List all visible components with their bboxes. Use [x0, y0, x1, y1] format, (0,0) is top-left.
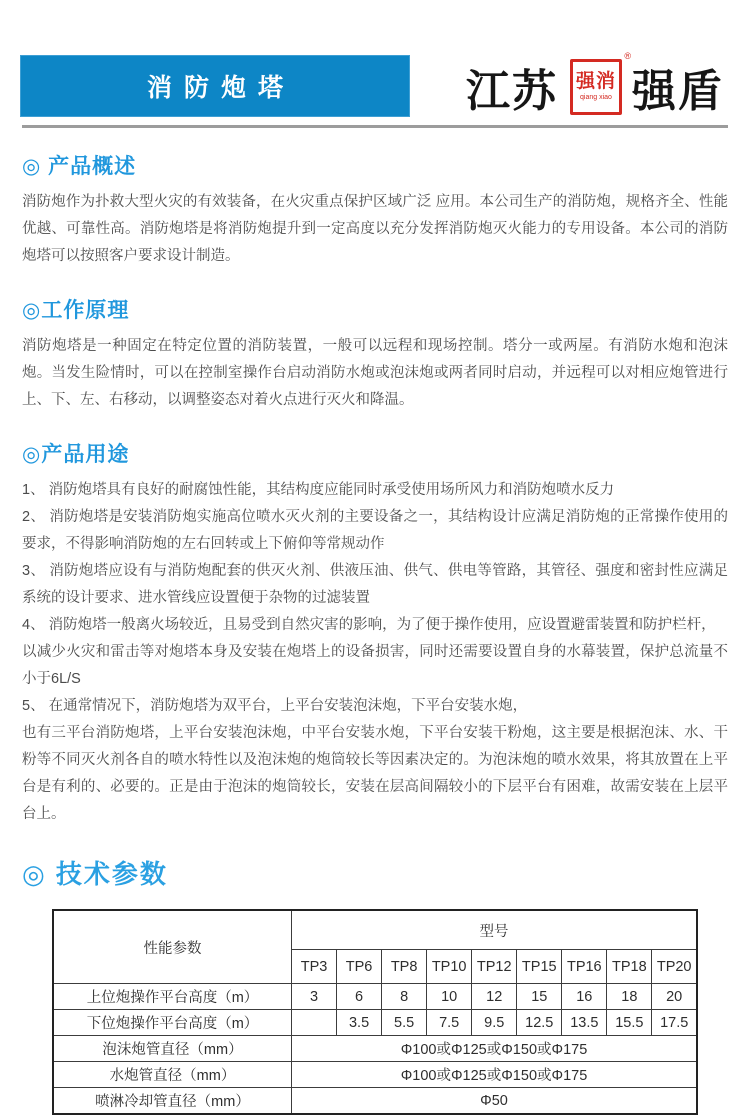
section-overview-body [22, 189, 728, 270]
value-cell: 12 [472, 984, 517, 1010]
row-label-cell: 下位炮操作平台高度（m） [53, 1010, 292, 1036]
header-divider [22, 125, 728, 128]
page-header [0, 0, 750, 150]
value-cell [292, 1010, 337, 1036]
value-cell: 5.5 [382, 1010, 427, 1036]
logo-right-text: 强盾 [632, 67, 724, 116]
value-cell: 20 [652, 984, 697, 1010]
banner-title: 消防炮塔 [146, 74, 295, 102]
span-value-cell: Φ100或Φ125或Φ150或Φ175 [292, 1036, 698, 1062]
value-cell: 8 [382, 984, 427, 1010]
model-header-cell: TP12 [472, 950, 517, 984]
section-title-tech-params: ◎ 技术参数 [22, 859, 168, 889]
param-header-cell: 性能参数 [53, 910, 292, 984]
value-cell: 9.5 [472, 1010, 517, 1036]
body-paragraph: 3、 消防炮塔应设有与消防炮配套的供灭火剂、供液压油、供气、供电等管路，其管径、强度和密封性应满足系统的设计要求、进水管线应设置便于杂物的过滤装置 [22, 563, 728, 606]
table-row [53, 1010, 697, 1036]
value-cell: 16 [562, 984, 607, 1010]
table-row [53, 1062, 697, 1088]
value-cell: 18 [607, 984, 652, 1010]
logo-left-text: 江苏 [466, 67, 558, 116]
model-group-header-cell: 型号 [292, 910, 698, 950]
value-cell: 17.5 [652, 1010, 697, 1036]
table-header-row-1 [53, 910, 697, 950]
value-cell: 15 [517, 984, 562, 1010]
value-cell: 6 [337, 984, 382, 1010]
body-paragraph: 消防炮作为扑救大型火灾的有效装备，在火灾重点保护区域广泛 应用。本公司生产的消防炮，规格齐全、性能优越、可靠性高。消防炮塔是将消防炮提升到一定高度以充分发挥消防炮灭火能力的专用设备。本公司的消防炮塔可以按照客户要求设计制造。 [22, 194, 728, 264]
page-content [0, 150, 750, 1115]
row-label-cell: 喷淋冷却管直径（mm） [53, 1088, 292, 1115]
product-title-banner [20, 55, 410, 117]
section-title-overview: ◎ 产品概述 [22, 155, 137, 178]
model-header-cell: TP15 [517, 950, 562, 984]
tech-params-table [52, 909, 698, 1115]
row-label-cell: 泡沫炮管直径（mm） [53, 1036, 292, 1062]
value-cell: 10 [427, 984, 472, 1010]
table-row [53, 984, 697, 1010]
body-paragraph: 4、 消防炮塔一般离火场较近，且易受到自然灾害的影响，为了便于操作使用，应设置避雷装置和防护栏杆， [22, 617, 716, 633]
company-logo [452, 52, 738, 122]
value-cell: 12.5 [517, 1010, 562, 1036]
model-header-cell: TP10 [427, 950, 472, 984]
model-header-cell: TP20 [652, 950, 697, 984]
section-principle-body [22, 333, 728, 414]
body-paragraph: 5、 在通常情况下，消防炮塔为双平台，上平台安装泡沫炮，下平台安装水炮， [22, 698, 528, 714]
section-title-principle: ◎工作原理 [22, 299, 130, 322]
value-cell: 3.5 [337, 1010, 382, 1036]
value-cell: 13.5 [562, 1010, 607, 1036]
body-paragraph: 2、 消防炮塔是安装消防炮实施高位喷水灭火剂的主要设备之一，其结构设计应满足消防炮的正常操作使用的要求，不得影响消防炮的左右回转或上下俯仰等常规动作 [22, 509, 728, 552]
span-value-cell: Φ50 [292, 1088, 698, 1115]
table-row [53, 1088, 697, 1115]
body-paragraph: 消防炮塔是一种固定在特定位置的消防装置，一般可以远程和现场控制。塔分一或两屋。有消防水炮和泡沫炮。当发生险情时，可以在控制室操作台启动消防水炮或泡沫炮或两者同时启动，并远程可以对相应炮管进行上、下、左、右移动，以调整姿态对着火点进行灭火和降温。 [22, 338, 728, 408]
value-cell: 7.5 [427, 1010, 472, 1036]
body-paragraph: 1、 消防炮塔具有良好的耐腐蚀性能，其结构度应能同时承受使用场所风力和消防炮喷水反力 [22, 482, 615, 498]
registered-trademark-icon: ® [624, 51, 631, 61]
model-header-cell: TP16 [562, 950, 607, 984]
logo-seal [570, 51, 631, 115]
model-header-cell: TP6 [337, 950, 382, 984]
value-cell: 3 [292, 984, 337, 1010]
seal-main-text: 强消 [575, 70, 616, 92]
table-row [53, 1036, 697, 1062]
model-header-cell: TP8 [382, 950, 427, 984]
seal-pinyin-text: qiang xiao [580, 93, 612, 101]
row-label-cell: 上位炮操作平台高度（m） [53, 984, 292, 1010]
value-cell: 15.5 [607, 1010, 652, 1036]
section-title-usage: ◎产品用途 [22, 443, 130, 466]
model-header-cell: TP3 [292, 950, 337, 984]
body-paragraph: 也有三平台消防炮塔，上平台安装泡沫炮，中平台安装水炮，下平台安装干粉炮，这主要是根据泡沫、水、干粉等不同灭火剂各自的喷水特性以及泡沫炮的炮筒较长等因素决定的。为泡沫炮的喷水效果，将其放置在上平台是有利的、必要的。正是由于泡沫的炮筒较长，安装在层高间隔较小的下层平台有困难，故需安装在上层平台上。 [22, 725, 728, 822]
row-label-cell: 水炮管直径（mm） [53, 1062, 292, 1088]
section-usage-body [22, 477, 728, 828]
body-paragraph: 以减少火灾和雷击等对炮塔本身及安装在炮塔上的设备损害，同时还需要设置自身的水幕装置，保护总流量不小于6L/S [22, 644, 728, 687]
section-usage [22, 438, 728, 828]
seal-box [570, 59, 622, 115]
span-value-cell: Φ100或Φ125或Φ150或Φ175 [292, 1062, 698, 1088]
section-principle [22, 294, 728, 414]
model-header-cell: TP18 [607, 950, 652, 984]
section-overview [22, 150, 728, 270]
